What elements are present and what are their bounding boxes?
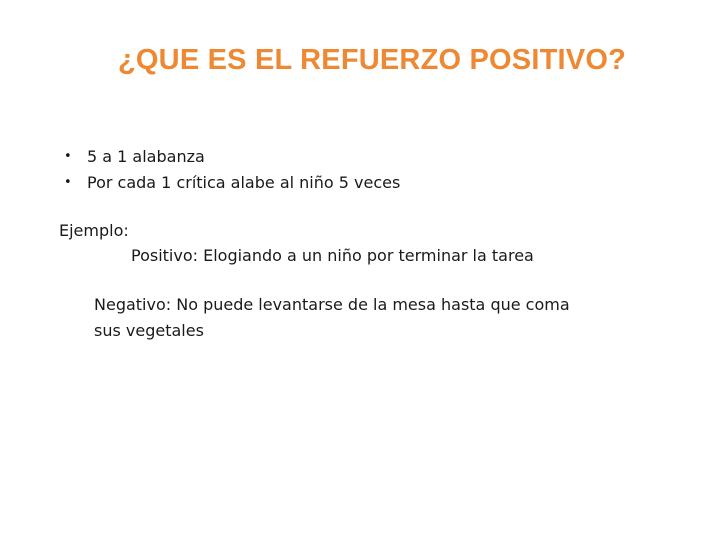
slide-title: ¿QUE ES EL REFUERZO POSITIVO? [118,44,626,76]
bullet-list [64,144,400,196]
example-positive: Positivo: Elogiando a un niño por terminar la tarea [131,246,534,265]
example-negative-line1: Negativo: No puede levantarse de la mesa hasta que coma [94,295,570,314]
bullet-icon: • [64,149,72,164]
bullet-item [64,144,400,170]
bullet-item [64,170,400,196]
bullet-text: Por cada 1 crítica alabe al niño 5 veces [87,173,401,192]
bullet-icon: • [64,175,72,190]
bullet-text: 5 a 1 alabanza [87,147,205,166]
example-heading: Ejemplo: [59,221,129,240]
example-negative-line2: sus vegetales [94,321,204,340]
